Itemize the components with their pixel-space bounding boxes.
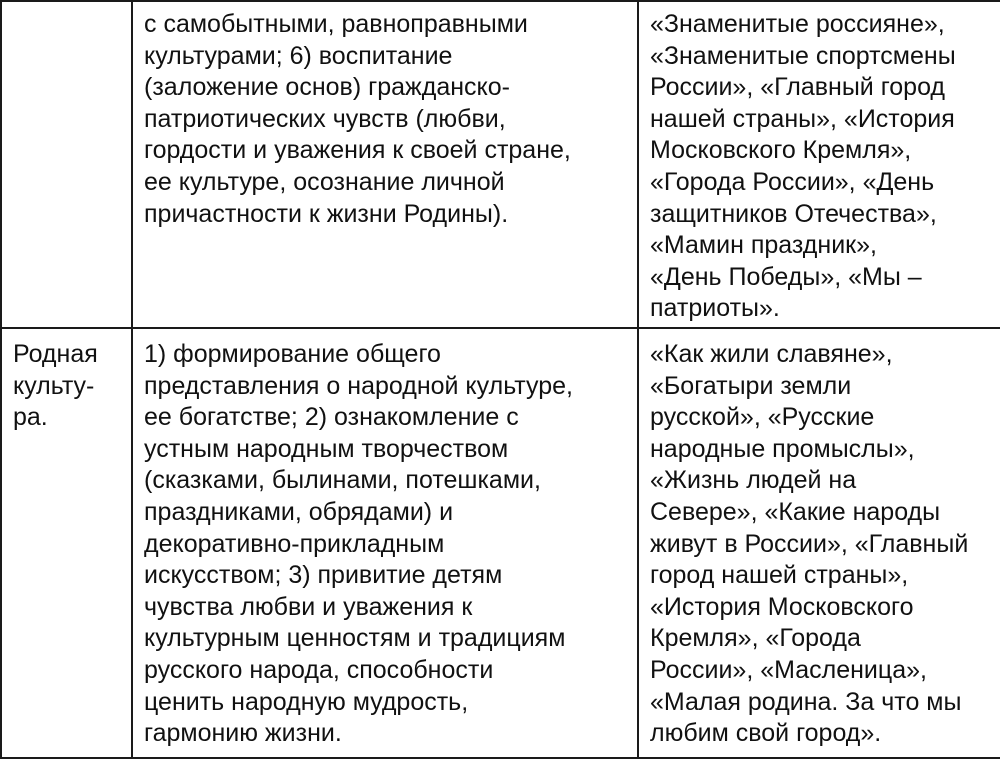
text-line: причастности к жизни Родины). xyxy=(144,199,509,228)
text-line: ценить народную мудрость, xyxy=(144,687,469,716)
topics-cell xyxy=(638,328,1000,758)
table-row xyxy=(1,328,1000,758)
text-line: ее богатстве; 2) ознакомление с xyxy=(144,403,519,432)
text-line: защитников Отечества», xyxy=(650,199,937,228)
text-line: «Как жили славяне», xyxy=(650,340,893,368)
text-line: «Мамин праздник», xyxy=(650,231,877,260)
text-line: народные промыслы», xyxy=(650,434,915,463)
text-line: «Знаменитые спортсмены xyxy=(650,41,956,70)
text-line: любим свой город». xyxy=(650,719,882,748)
text-line: «Знаменитые россияне», xyxy=(650,10,945,38)
text-line: «История Московского xyxy=(650,592,914,621)
text-line: культурами; 6) воспитание xyxy=(144,41,453,70)
text-line: патриотических чувств (любви, xyxy=(144,104,506,133)
text-line: 1) формирование общего xyxy=(144,340,441,368)
text-line: декоративно-прикладным xyxy=(144,529,445,558)
text-line: с самобытными, равноправными xyxy=(144,10,528,38)
text-line: культу- xyxy=(13,371,95,400)
text-line: русской», «Русские xyxy=(650,403,875,432)
text-line: представления о народной культуре, xyxy=(144,371,573,400)
text-line: культурным ценностям и традициям xyxy=(144,624,566,653)
text-line: Московского Кремля», xyxy=(650,136,912,165)
text-line: патриоты». xyxy=(650,294,780,323)
text-line: гордости и уважения к своей стране, xyxy=(144,136,571,165)
text-line: России», «Масленица», xyxy=(650,655,927,684)
goals-cell xyxy=(132,1,638,328)
text-line: «Малая родина. За что мы xyxy=(650,687,962,716)
section-cell xyxy=(1,1,132,328)
table-row xyxy=(1,1,1000,328)
text-line: праздниками, обрядами) и xyxy=(144,497,454,526)
goals-cell xyxy=(132,328,638,758)
topics-cell xyxy=(638,1,1000,328)
text-line: «День Победы», «Мы – xyxy=(650,262,922,291)
text-line: (сказками, былинами, потешками, xyxy=(144,466,541,495)
text-line: русского народа, способности xyxy=(144,655,494,684)
text-line: искусством; 3) привитие детям xyxy=(144,561,503,590)
section-cell xyxy=(1,328,132,758)
text-line: России», «Главный город xyxy=(650,73,946,102)
text-line: нашей страны», «История xyxy=(650,104,955,133)
text-line: «Жизнь людей на xyxy=(650,466,857,495)
text-line: (заложение основ) гражданско- xyxy=(144,73,510,102)
text-line: Кремля», «Города xyxy=(650,624,861,653)
text-line: «Города России», «День xyxy=(650,167,935,196)
text-line: ее культуре, осознание личной xyxy=(144,167,505,196)
text-line: устным народным творчеством xyxy=(144,434,509,463)
text-line: Родная xyxy=(13,340,98,368)
text-line: город нашей страны», xyxy=(650,561,909,590)
text-line: «Богатыри земли xyxy=(650,371,852,400)
text-line: живут в России», «Главный xyxy=(650,529,969,558)
text-line: Севере», «Какие народы xyxy=(650,497,941,526)
text-line: гармонию жизни. xyxy=(144,719,342,748)
text-line: ра. xyxy=(13,403,48,432)
text-line: чувства любви и уважения к xyxy=(144,592,473,621)
